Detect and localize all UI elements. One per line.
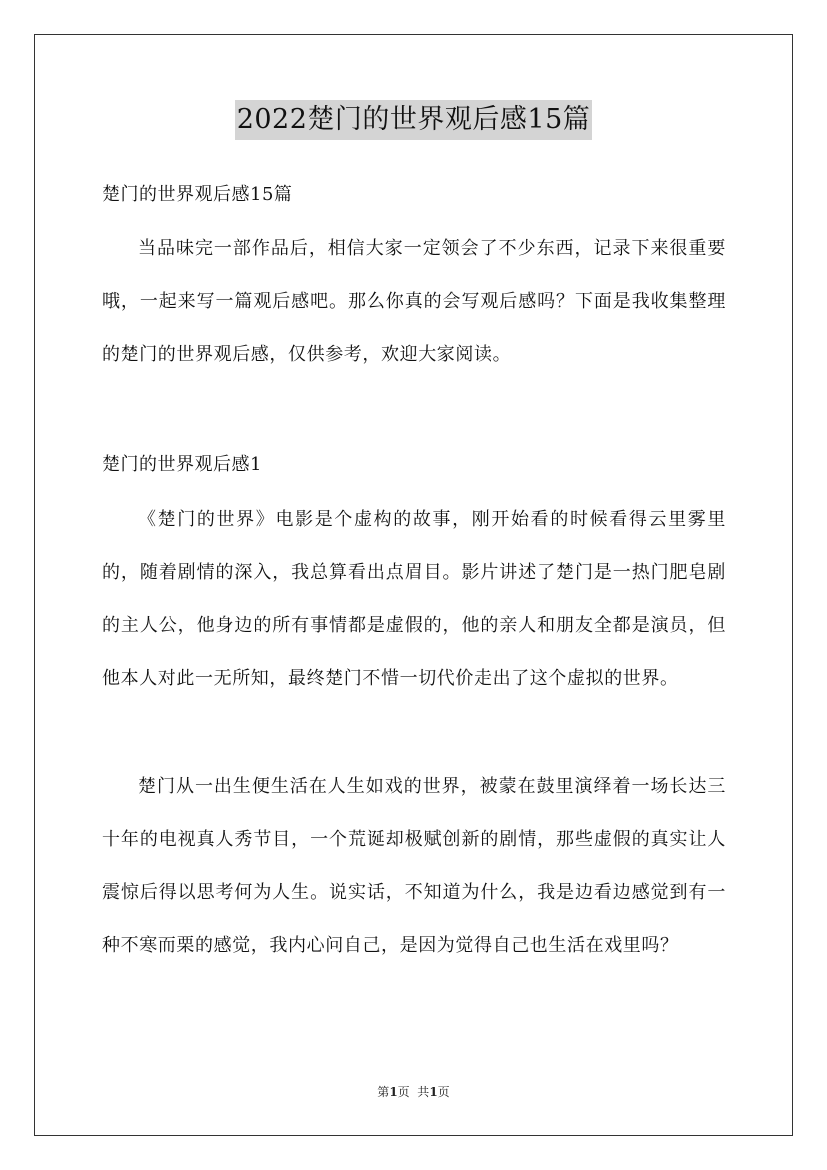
title-container: [0, 100, 827, 140]
body-paragraph-2: 楚门从一出生便生活在人生如戏的世界，被蒙在鼓里演绎着一场长达三十年的电视真人秀节目，一个荒诞却极赋创新的剧情，那些虚假的真实让人震惊后得以思考何为人生。说实话，不知道为什么，我是边看边感觉到有一种不寒而栗的感觉，我内心问自己，是因为觉得自己也生活在戏里吗？: [102, 776, 726, 956]
intro-paragraph: 当品味完一部作品后，相信大家一定领会了不少东西，记录下来很重要哦，一起来写一篇观后感吧。那么你真的会写观后感吗？下面是我收集整理的楚门的世界观后感，仅供参考，欢迎大家阅读。: [102, 238, 726, 365]
footer-mid: 页 共: [397, 1085, 430, 1099]
section-heading: 楚门的世界观后感1: [102, 454, 262, 475]
footer-suffix: 页: [437, 1085, 450, 1099]
document-title: 2022楚门的世界观后感15篇: [235, 100, 593, 140]
body-paragraph-1: 《楚门的世界》电影是个虚构的故事，刚开始看的时候看得云里雾里的，随着剧情的深入，我总算看出点眉目。影片讲述了楚门是一热门肥皂剧的主人公，他身边的所有事情都是虚假的，他的亲人和朋友全都是演员，但他本人对此一无所知，最终楚门不惜一切代价走出了这个虚拟的世界。: [102, 509, 726, 689]
page-footer: [0, 1083, 827, 1100]
footer-total-pages: 1: [429, 1085, 438, 1099]
footer-prefix: 第: [377, 1085, 390, 1099]
document-subtitle: 楚门的世界观后感15篇: [102, 184, 293, 205]
footer-current-page: 1: [389, 1085, 398, 1099]
